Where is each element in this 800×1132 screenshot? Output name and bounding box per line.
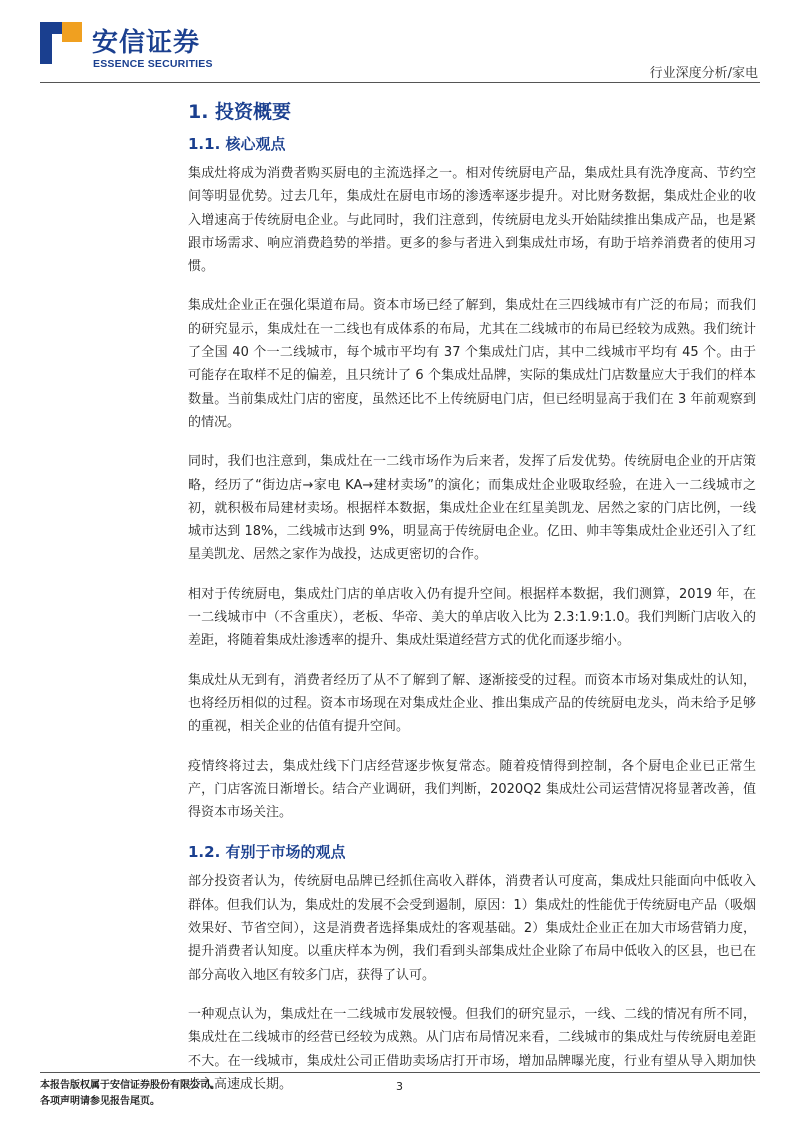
section-heading-investment-summary: 1. 投资概要 <box>188 101 292 123</box>
footer-divider <box>40 1072 760 1073</box>
paragraph: 集成灶企业正在强化渠道布局。资本市场已经了解到，集成灶在三四线城市有广泛的布局；而我们的研究显示，集成灶在一二线也有成体系的布局，尤其在二线城市的布局已经较为成熟。我们统计了全国 40 个一二线城市，每个城市平均有 37 个集成灶门店，其中二线城市平均有 45 个。由于可能存在取样不足的偏差，且只统计了 6 个集成灶品牌，实际的集成灶门店数量应大于我们的样本数量。当前集成灶门店的密度，虽然还比不上传统厨电门店，但已经明显高于我们在 3 年前观察到的情况。 <box>188 298 756 430</box>
main-content <box>188 98 756 1112</box>
section-heading-core-views: 1.1. 核心观点 <box>188 135 286 153</box>
essence-logo-icon <box>40 22 82 64</box>
paragraph: 集成灶从无到有，消费者经历了从不了解到了解、逐渐接受的过程。而资本市场对集成灶的认知，也将经历相似的过程。资本市场现在对集成灶企业、推出集成产品的传统厨电龙头，尚未给予足够的重视，相关企业的估值有提升空间。 <box>188 672 756 735</box>
page-number: 3 <box>396 1080 403 1093</box>
paragraph: 疫情终将过去，集成灶线下门店经营逐步恢复常态。随着疫情得到控制，各个厨电企业已正常生产，门店客流日渐增长。结合产业调研，我们判断，2020Q2 集成灶公司运营情况将显著改善，值得资本市场关注。 <box>188 758 756 821</box>
paragraph: 同时，我们也注意到，集成灶在一二线市场作为后来者，发挥了后发优势。传统厨电企业的开店策略，经历了“街边店→家电 KA→建材卖场”的演化；而集成灶企业吸取经验，在进入一二线城市之初，就积极布局建材卖场。根据样本数据，集成灶企业在红星美凯龙、居然之家的门店比例，一线城市达到 18%，二线城市达到 9%，明显高于传统厨电企业。亿田、帅丰等集成灶企业还引入了红星美凯龙、居然之家作为战投，达成更密切的合作。 <box>188 454 756 563</box>
section-heading-differing-views: 1.2. 有别于市场的观点 <box>188 843 346 862</box>
disclaimer-line: 各项声明请参见报告尾页。 <box>40 1096 160 1107</box>
paragraph: 相对于传统厨电，集成灶门店的单店收入仍有提升空间。根据样本数据，我们测算，2019 年，在一二线城市中（不含重庆），老板、华帝、美大的单店收入比为 2.3:1.9:1.0。我们判断门店收入的差距，将随着集成灶渗透率的提升、集成灶渠道经营方式的优化而逐步缩小。 <box>188 586 756 649</box>
paragraph: 一种观点认为，集成灶在一二线城市发展较慢。但我们的研究显示，一线、二线的情况有所不同，集成灶在二线城市的经营已经较为成熟。从门店布局情况来看，二线城市的集成灶与传统厨电差距不大。在一线城市，集成灶公司正借助卖场店打开市场，增加品牌曝光度，行业有望从导入期加快步入高速成长期。 <box>188 1006 756 1092</box>
footer-disclaimer <box>40 1078 220 1110</box>
paragraph: 部分投资者认为，传统厨电品牌已经抓住高收入群体，消费者认可度高，集成灶只能面向中低收入群体。但我们认为，集成灶的发展不会受到遏制，原因：1）集成灶的性能优于传统厨电产品（吸烟效果好、节省空间），这是消费者选择集成灶的客观基础。2）集成灶企业正在加大市场营销力度，提升消费者认知度。以重庆样本为例，我们看到头部集成灶企业除了布局中低收入的区县，也已在部分高收入地区有较多门店，获得了认可。 <box>188 874 756 983</box>
header-divider <box>40 82 760 83</box>
copyright-line: 本报告版权属于安信证券股份有限公司。 <box>40 1080 220 1091</box>
paragraph: 集成灶将成为消费者购买厨电的主流选择之一。相对传统厨电产品，集成灶具有洗净度高、节约空间等明显优势。过去几年，集成灶在厨电市场的渗透率逐步提升。对比财务数据，集成灶企业的收入增速高于传统厨电企业。与此同时，我们注意到，传统厨电龙头开始陆续推出集成产品，也是紧跟市场需求、响应消费趋势的举措。更多的参与者进入到集成灶市场，有助于培养消费者的使用习惯。 <box>188 166 756 275</box>
logo-text-en: ESSENCE SECURITIES <box>93 58 213 70</box>
page-header <box>0 0 800 90</box>
logo-text-cn: 安信证券 <box>92 28 201 58</box>
report-category: 行业深度分析/家电 <box>649 66 758 81</box>
